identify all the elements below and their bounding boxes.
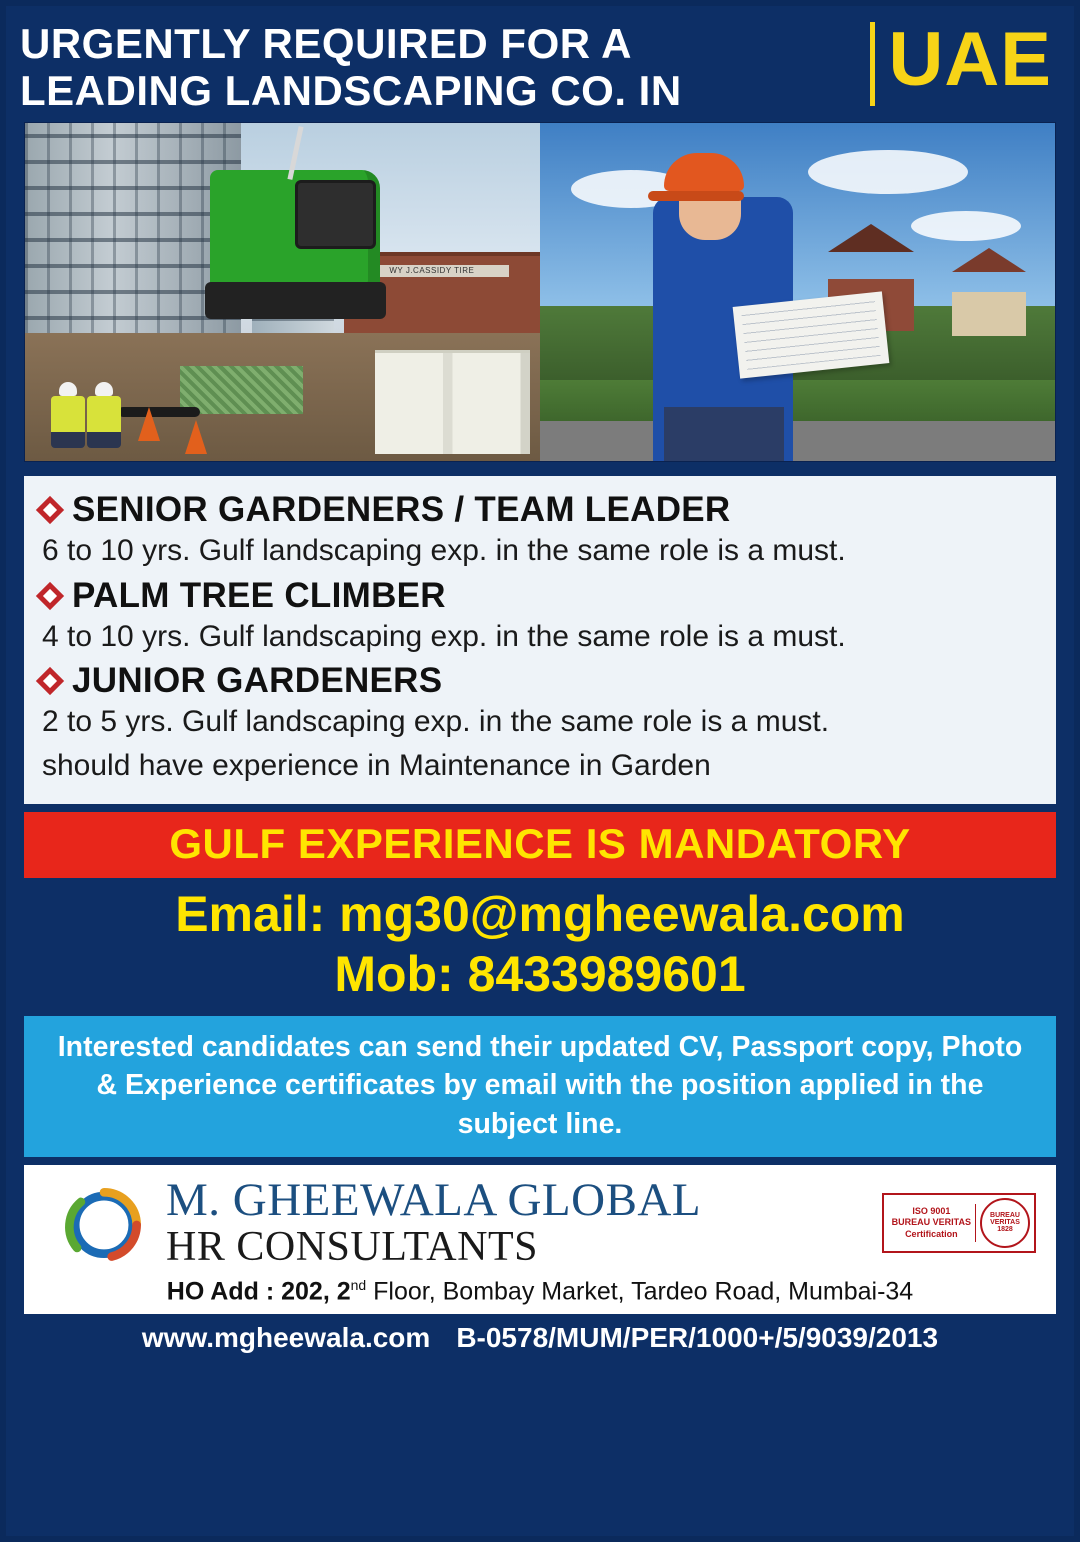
job-title-row <box>40 661 1040 701</box>
brand-line-2: HR CONSULTANTS <box>166 1224 538 1271</box>
job-description: 2 to 5 yrs. Gulf landscaping exp. in the same role is a must. <box>42 705 830 739</box>
traffic-cone-icon <box>185 420 207 454</box>
job-title-text: SENIOR GARDENERS / TEAM LEADER <box>72 490 731 530</box>
iso-certification-badge <box>882 1193 1036 1253</box>
diamond-bullet-icon <box>36 581 64 609</box>
house-roof <box>828 224 914 252</box>
traffic-cone-icon <box>138 407 160 441</box>
brick-building-sign: WY J.CASSIDY TIRE <box>355 265 510 277</box>
house-body <box>952 292 1026 336</box>
diamond-bullet-icon <box>36 496 64 524</box>
brand-name <box>166 1176 882 1269</box>
job-title-row <box>40 576 1040 616</box>
company-footer <box>24 1165 1056 1314</box>
country-label: UAE <box>888 17 1052 102</box>
positions-list <box>24 476 1056 804</box>
photo-engineer <box>540 123 1055 461</box>
cert-line-3: Certification <box>905 1228 958 1239</box>
road-surface <box>540 421 1055 462</box>
footer-bottom-bar <box>6 1314 1074 1360</box>
cloud-shape <box>808 150 968 194</box>
worker-vest <box>51 396 85 448</box>
brand-row <box>38 1175 1042 1271</box>
gulf-experience-banner: GULF EXPERIENCE IS MANDATORY <box>24 812 1056 878</box>
green-mesh-roll <box>180 366 304 413</box>
application-instructions: Interested candidates can send their updated CV, Passport copy, Photo & Experience certificates by email with the position applied in the subject line. <box>24 1016 1056 1157</box>
worker-vest <box>87 396 121 448</box>
loader-cab <box>295 180 376 249</box>
job-description-extra: should have experience in Maintenance in Garden <box>42 748 711 782</box>
worker-figure <box>51 382 85 448</box>
headline-line-1: URGENTLY REQUIRED FOR A <box>20 20 633 67</box>
job-description: 4 to 10 yrs. Gulf landscaping exp. in the same role is a must. <box>42 619 846 653</box>
bureau-veritas-seal-icon: BUREAU VERITAS 1828 <box>980 1198 1030 1248</box>
photo-construction-site <box>25 123 540 461</box>
material-bags <box>375 350 530 454</box>
job-title-text: PALM TREE CLIMBER <box>72 575 446 615</box>
office-address <box>38 1277 1042 1306</box>
job-title-row <box>40 490 1040 530</box>
job-description: 6 to 10 yrs. Gulf landscaping exp. in the same role is a must. <box>42 534 846 568</box>
photo-strip <box>24 122 1056 462</box>
header-divider <box>870 22 875 106</box>
diamond-bullet-icon <box>36 667 64 695</box>
contact-block <box>6 878 1074 1010</box>
engineer-jeans <box>664 407 784 461</box>
headline-line-2: LEADING LANDSCAPING CO. IN <box>20 67 682 115</box>
poster-header <box>6 6 1074 118</box>
house-roof <box>952 248 1026 272</box>
cert-text <box>888 1204 976 1242</box>
cert-line-1: ISO 9001 <box>912 1206 951 1217</box>
job-title-text: JUNIOR GARDENERS <box>72 661 443 701</box>
address-ordinal: nd <box>350 1276 367 1293</box>
license-number: B-0578/MUM/PER/1000+/5/9039/2013 <box>456 1322 939 1354</box>
loader-track <box>205 282 385 319</box>
contact-email[interactable]: Email: mg30@mgheewala.com <box>175 886 905 943</box>
company-website[interactable]: www.mgheewala.com <box>141 1322 431 1354</box>
contact-mobile[interactable]: Mob: 8433989601 <box>334 945 746 1002</box>
header-headline <box>20 16 860 114</box>
cloud-shape <box>911 211 1021 241</box>
skid-steer-loader <box>210 170 380 292</box>
brand-line-1: M. GHEEWALA GLOBAL <box>166 1174 702 1227</box>
worker-helmet <box>95 382 113 396</box>
worker-helmet <box>59 382 77 396</box>
blueprint-paper <box>732 291 889 378</box>
company-logo-icon <box>56 1175 152 1271</box>
worker-figure <box>87 382 121 448</box>
address-prefix: HO Add : 202, 2 <box>166 1277 351 1306</box>
cert-line-2: BUREAU VERITAS <box>891 1217 971 1228</box>
hard-hat-brim <box>648 191 744 201</box>
address-rest: Floor, Bombay Market, Tardeo Road, Mumbai-34 <box>366 1277 914 1306</box>
